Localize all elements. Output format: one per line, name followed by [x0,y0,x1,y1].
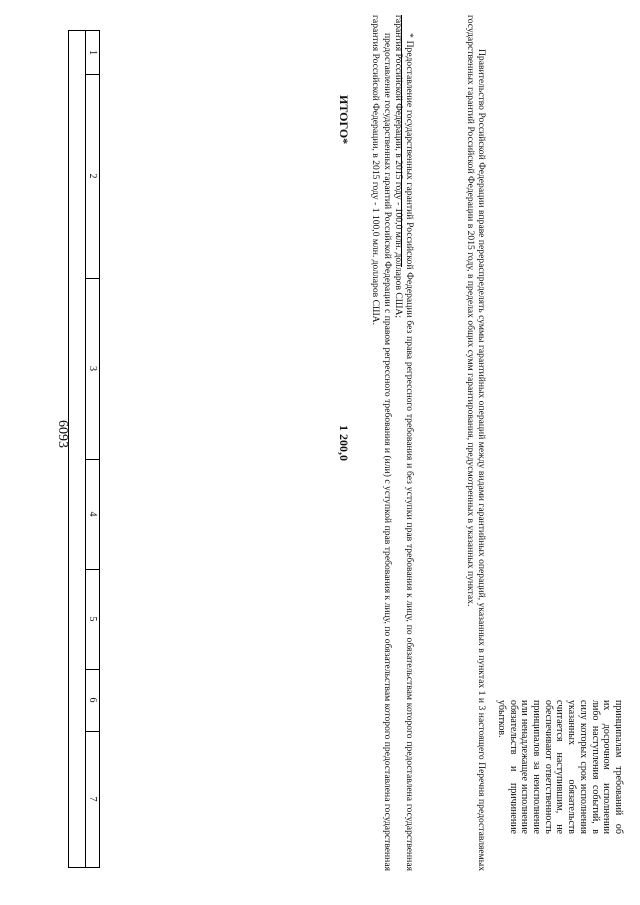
col-header-2: 2 [86,74,99,279]
col-header-6: 6 [86,669,99,732]
col-header-1: 1 [86,31,99,75]
col-header-7: 7 [87,796,98,802]
col7-cell-text: принципалам требований об их досрочном исполнении либо наступления событий, в силу которых срок исполнения указанных обязательств считается наступившим, не обеспечивают ответственность принципалов за неисполнение или ненадлежащее исполнение обязательств и причинение убытков. [495,700,624,834]
total-value: 1 200,0 [337,425,351,461]
footnote-1 [370,15,415,871]
table-header-row [85,31,99,867]
footnote-1-line1: * Предоставление государственных гарантий Российской Федерации без права регрессного требования и без уступки прав требования к лицу, по обязательствам которого предоставлена государственная гарантия Российской Федерации, в 2015 году - 100,0 млн. долларов США; [392,15,415,871]
footnote-2: Правительство Российской Федерации вправе перераспределять суммы гарантийных операций между видами гарантийных операций, указанных в пунктах 1 и 3 настоящего Перечня предоставляемых государственных гарантий Российской Федерации в 2015 году, в пределах общих сумм гарантирования, предусмотренных в указанных пунктах. [464,15,487,871]
col-header-5: 5 [86,569,99,670]
footnote-1-line2: предоставление государственных гарантий Российской Федерации с правом регрессного требования и (или) с уступкой прав требования к лицу, по обязательствам которого предоставлена государственная гарантия Российской Федерации, в 2015 году - 1 100,0 млн. долларов США. [370,15,393,871]
col-header-4: 4 [86,459,99,570]
table [68,30,100,868]
col-header-3: 3 [86,278,99,460]
page-number: 6093 [55,420,70,448]
total-label: ИТОГО* [337,95,351,145]
